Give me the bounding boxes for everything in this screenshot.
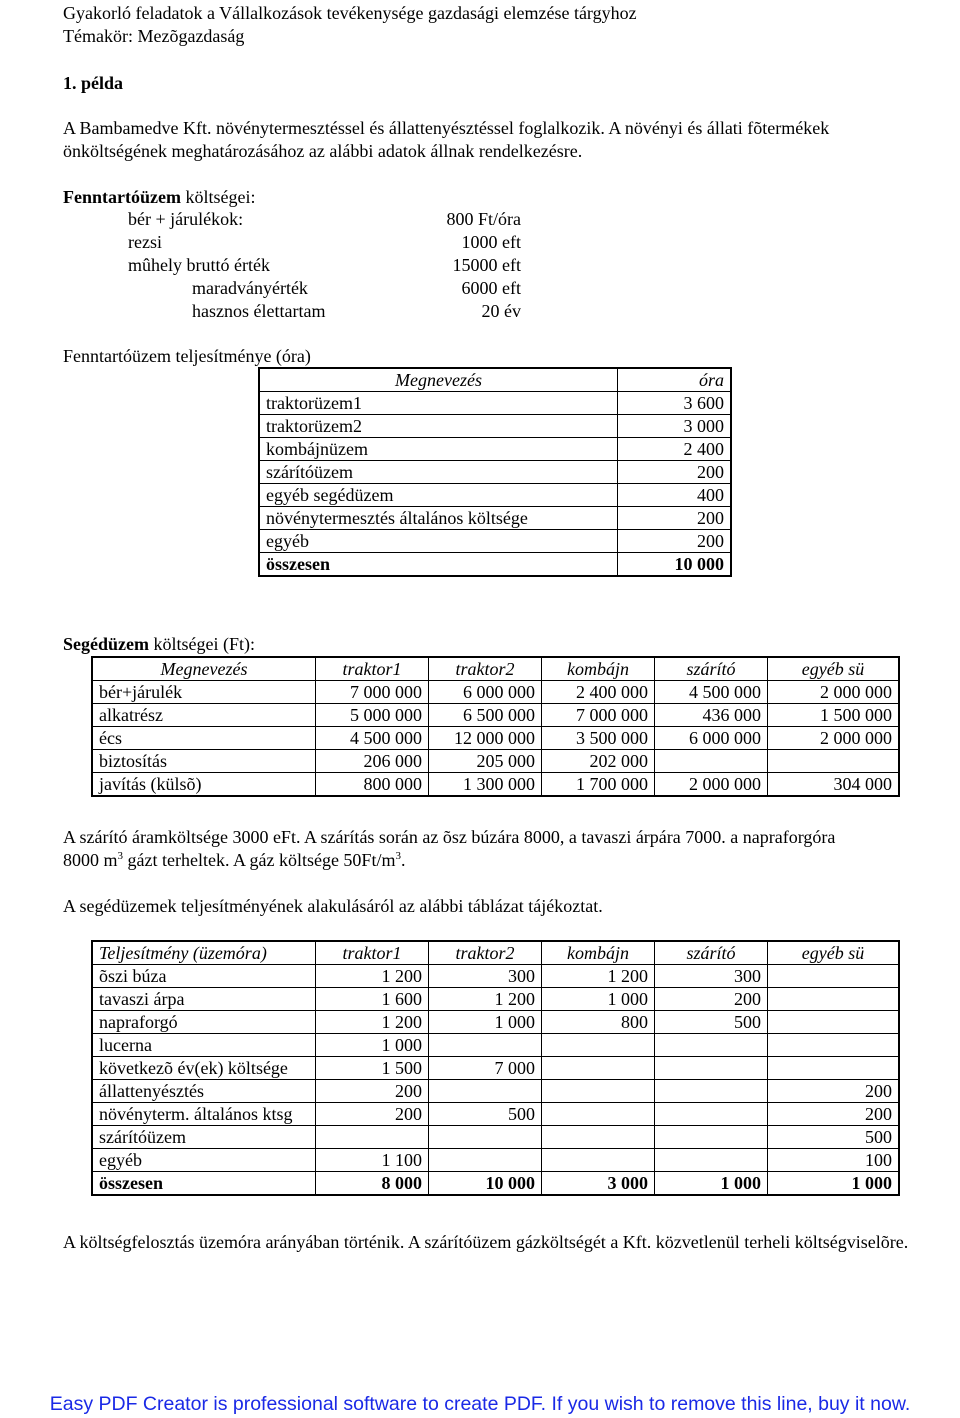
maintenance-value: 15000 eft: [452, 255, 521, 275]
dryer-text-part: .: [400, 850, 406, 870]
cell: [655, 1149, 768, 1172]
table-row: [92, 704, 899, 727]
cell: 1 200: [429, 988, 542, 1011]
cell: tavaszi árpa: [92, 988, 316, 1011]
cell: [655, 1126, 768, 1149]
maintenance-label: maradványérték: [192, 278, 308, 298]
cell: biztosítás: [92, 750, 316, 773]
cell: [542, 1080, 655, 1103]
cell: [429, 1126, 542, 1149]
aux-costs-heading: [63, 633, 255, 655]
cell: 1 100: [316, 1149, 429, 1172]
cell: 300: [429, 965, 542, 988]
maintenance-value: 20 év: [481, 301, 521, 321]
cell: 2 400: [618, 438, 732, 461]
table-row: [92, 1011, 899, 1034]
cell: 3 500 000: [542, 727, 655, 750]
cell: 200: [316, 1080, 429, 1103]
table-row: [92, 1126, 899, 1149]
cell: 6 000 000: [429, 681, 542, 704]
column-header: kombájn: [542, 941, 655, 965]
cell: [542, 1103, 655, 1126]
document-topic: Témakör: Mezõgazdaság: [63, 26, 245, 46]
table-row: [259, 392, 731, 415]
column-header: kombájn: [542, 657, 655, 681]
cell: növénytermesztés általános költsége: [259, 507, 618, 530]
maintenance-heading-rest: költségei:: [180, 187, 256, 207]
cell: [655, 1034, 768, 1057]
table-header-row: [259, 368, 731, 392]
cell: 4 500 000: [655, 681, 768, 704]
cell: 400: [618, 484, 732, 507]
table-row: [92, 1149, 899, 1172]
cell: egyéb segédüzem: [259, 484, 618, 507]
example-heading: 1. példa: [63, 73, 124, 93]
cell: 800 000: [316, 773, 429, 797]
cell: 6 000 000: [655, 727, 768, 750]
cell: 10 000: [618, 553, 732, 577]
column-header: szárító: [655, 657, 768, 681]
cell: 500: [655, 1011, 768, 1034]
dryer-text-part: 8000 m: [63, 850, 118, 870]
cell: 1 600: [316, 988, 429, 1011]
cell: 100: [768, 1149, 900, 1172]
cell: 3 600: [618, 392, 732, 415]
cell: [316, 1126, 429, 1149]
table-row: [259, 484, 731, 507]
maintenance-label: mûhely bruttó érték: [128, 255, 270, 275]
cell: 200: [618, 507, 732, 530]
document-title: Gyakorló feladatok a Vállalkozások tevékenysége gazdasági elemzése tárgyhoz: [63, 3, 637, 23]
aux-costs-heading-rest: költségei (Ft):: [148, 634, 255, 654]
superscript: 3: [395, 850, 401, 862]
cell: következõ év(ek) költsége: [92, 1057, 316, 1080]
cell: [542, 1034, 655, 1057]
cell: [768, 988, 900, 1011]
closing-paragraph: A költségfelosztás üzemóra arányában történik. A szárítóüzem gázköltségét a Kft. közvetlenül terheli költségviselõre.: [63, 1232, 909, 1252]
cell: 1 700 000: [542, 773, 655, 797]
maintenance-label: hasznos élettartam: [192, 301, 326, 321]
cell: 7 000: [429, 1057, 542, 1080]
cell: 4 500 000: [316, 727, 429, 750]
maintenance-heading: [63, 186, 255, 208]
performance-heading: Fenntartóüzem teljesítménye (óra): [63, 346, 311, 366]
cell: 200: [768, 1103, 900, 1126]
cell: 12 000 000: [429, 727, 542, 750]
column-header: traktor2: [429, 941, 542, 965]
cell: [768, 1034, 900, 1057]
cell: 1 200: [316, 965, 429, 988]
cell: bér+járulék: [92, 681, 316, 704]
cell: 1 200: [542, 965, 655, 988]
cell: [768, 750, 900, 773]
superscript: 3: [117, 850, 124, 862]
column-header: traktor1: [316, 657, 429, 681]
cell: 10 000: [429, 1172, 542, 1196]
table-row: [259, 438, 731, 461]
column-header: traktor1: [316, 941, 429, 965]
column-header: Megnevezés: [259, 368, 618, 392]
cell: 200: [768, 1080, 900, 1103]
cell: összesen: [259, 553, 618, 577]
cell: 2 400 000: [542, 681, 655, 704]
cell: [655, 750, 768, 773]
cell: [429, 1080, 542, 1103]
table-header-row: [92, 657, 899, 681]
cell: 1 000: [768, 1172, 900, 1196]
cell: 8 000: [316, 1172, 429, 1196]
cell: 202 000: [542, 750, 655, 773]
cell: 200: [655, 988, 768, 1011]
cell: alkatrész: [92, 704, 316, 727]
cell: 206 000: [316, 750, 429, 773]
cell: [768, 1011, 900, 1034]
maintenance-label: rezsi: [128, 232, 162, 252]
cell: kombájnüzem: [259, 438, 618, 461]
cell: [542, 1057, 655, 1080]
cell: 1 200: [316, 1011, 429, 1034]
cell: 436 000: [655, 704, 768, 727]
dryer-text-part: gázt terheltek. A gáz költsége 50Ft/m: [123, 850, 396, 870]
cell: 2 000 000: [655, 773, 768, 797]
cell: [542, 1126, 655, 1149]
cell: 300: [655, 965, 768, 988]
table-row: [259, 461, 731, 484]
table-row: [259, 530, 731, 553]
cell: 7 000 000: [542, 704, 655, 727]
cell: écs: [92, 727, 316, 750]
cell: javítás (külsõ): [92, 773, 316, 797]
cell: 500: [429, 1103, 542, 1126]
cell: 1 000: [429, 1011, 542, 1034]
cell: 3 000: [542, 1172, 655, 1196]
table-row: [259, 507, 731, 530]
cell: 1 500: [316, 1057, 429, 1080]
table-row: [92, 1057, 899, 1080]
cell: 205 000: [429, 750, 542, 773]
cell: 1 000: [542, 988, 655, 1011]
cell: 2 000 000: [768, 681, 900, 704]
column-header: szárító: [655, 941, 768, 965]
cell: 500: [768, 1126, 900, 1149]
pdf-creator-footer: Easy PDF Creator is professional software to create PDF. If you wish to remove this line, buy it now.: [49, 1393, 911, 1415]
column-header: egyéb sü: [768, 941, 900, 965]
table-total-row: [92, 1172, 899, 1196]
cell: [542, 1149, 655, 1172]
cell: 7 000 000: [316, 681, 429, 704]
cell: traktorüzem2: [259, 415, 618, 438]
aux-performance-table: [91, 940, 900, 1196]
cell: [768, 965, 900, 988]
cell: [768, 1057, 900, 1080]
cell: 200: [316, 1103, 429, 1126]
table-total-row: [259, 553, 731, 577]
table-row: [92, 1103, 899, 1126]
table-row: [92, 1080, 899, 1103]
cell: [655, 1080, 768, 1103]
column-header: egyéb sü: [768, 657, 900, 681]
cell: [429, 1149, 542, 1172]
cell: 6 500 000: [429, 704, 542, 727]
aux-perf-intro: A segédüzemek teljesítményének alakulásáról az alábbi táblázat tájékoztat.: [63, 896, 603, 916]
dryer-text-line1: A szárító áramköltsége 3000 eFt. A szárítás során az õsz búzára 8000, a tavaszi árpára 7000. a napraforgóra: [63, 827, 836, 847]
cell: 1 000: [655, 1172, 768, 1196]
cell: 1 000: [316, 1034, 429, 1057]
maintenance-label: bér + járulékok:: [128, 209, 244, 229]
cell: 3 000: [618, 415, 732, 438]
table-row: [92, 965, 899, 988]
table-row: [92, 681, 899, 704]
cell: 1 500 000: [768, 704, 900, 727]
cell: [655, 1057, 768, 1080]
cell: egyéb: [92, 1149, 316, 1172]
column-header: Teljesítmény (üzemóra): [92, 941, 316, 965]
cell: [655, 1103, 768, 1126]
cell: növényterm. általános ktsg: [92, 1103, 316, 1126]
cell: õszi búza: [92, 965, 316, 988]
cell: egyéb: [259, 530, 618, 553]
column-header: óra: [618, 368, 732, 392]
cell: 800: [542, 1011, 655, 1034]
cell: 2 000 000: [768, 727, 900, 750]
cell: lucerna: [92, 1034, 316, 1057]
cell: összesen: [92, 1172, 316, 1196]
aux-costs-heading-bold: Segédüzem: [63, 634, 149, 654]
table-header-row: [92, 941, 899, 965]
cell: állattenyésztés: [92, 1080, 316, 1103]
maintenance-value: 800 Ft/óra: [446, 209, 521, 229]
aux-costs-table: [91, 656, 900, 797]
column-header: Megnevezés: [92, 657, 316, 681]
table-row: [92, 988, 899, 1011]
cell: 1 300 000: [429, 773, 542, 797]
table-row: [92, 750, 899, 773]
maintenance-value: 1000 eft: [461, 232, 521, 252]
table-row: [92, 1034, 899, 1057]
cell: traktorüzem1: [259, 392, 618, 415]
table-row: [259, 415, 731, 438]
cell: 200: [618, 461, 732, 484]
performance-table: [258, 367, 732, 577]
cell: [429, 1034, 542, 1057]
table-row: [92, 773, 899, 797]
maintenance-value: 6000 eft: [461, 278, 521, 298]
cell: 200: [618, 530, 732, 553]
cell: 304 000: [768, 773, 900, 797]
cell: szárítóüzem: [92, 1126, 316, 1149]
table-row: [92, 727, 899, 750]
intro-paragraph: A Bambamedve Kft. növénytermesztéssel és állattenyésztéssel foglalkozik. A növényi és állati fõtermékek önköltségének meghatározásához az alábbi adatok állnak rendelkezésre.: [63, 118, 830, 161]
cell: 5 000 000: [316, 704, 429, 727]
cell: szárítóüzem: [259, 461, 618, 484]
maintenance-heading-bold: Fenntartóüzem: [63, 187, 181, 207]
column-header: traktor2: [429, 657, 542, 681]
dryer-text-line2: [63, 849, 405, 871]
cell: napraforgó: [92, 1011, 316, 1034]
